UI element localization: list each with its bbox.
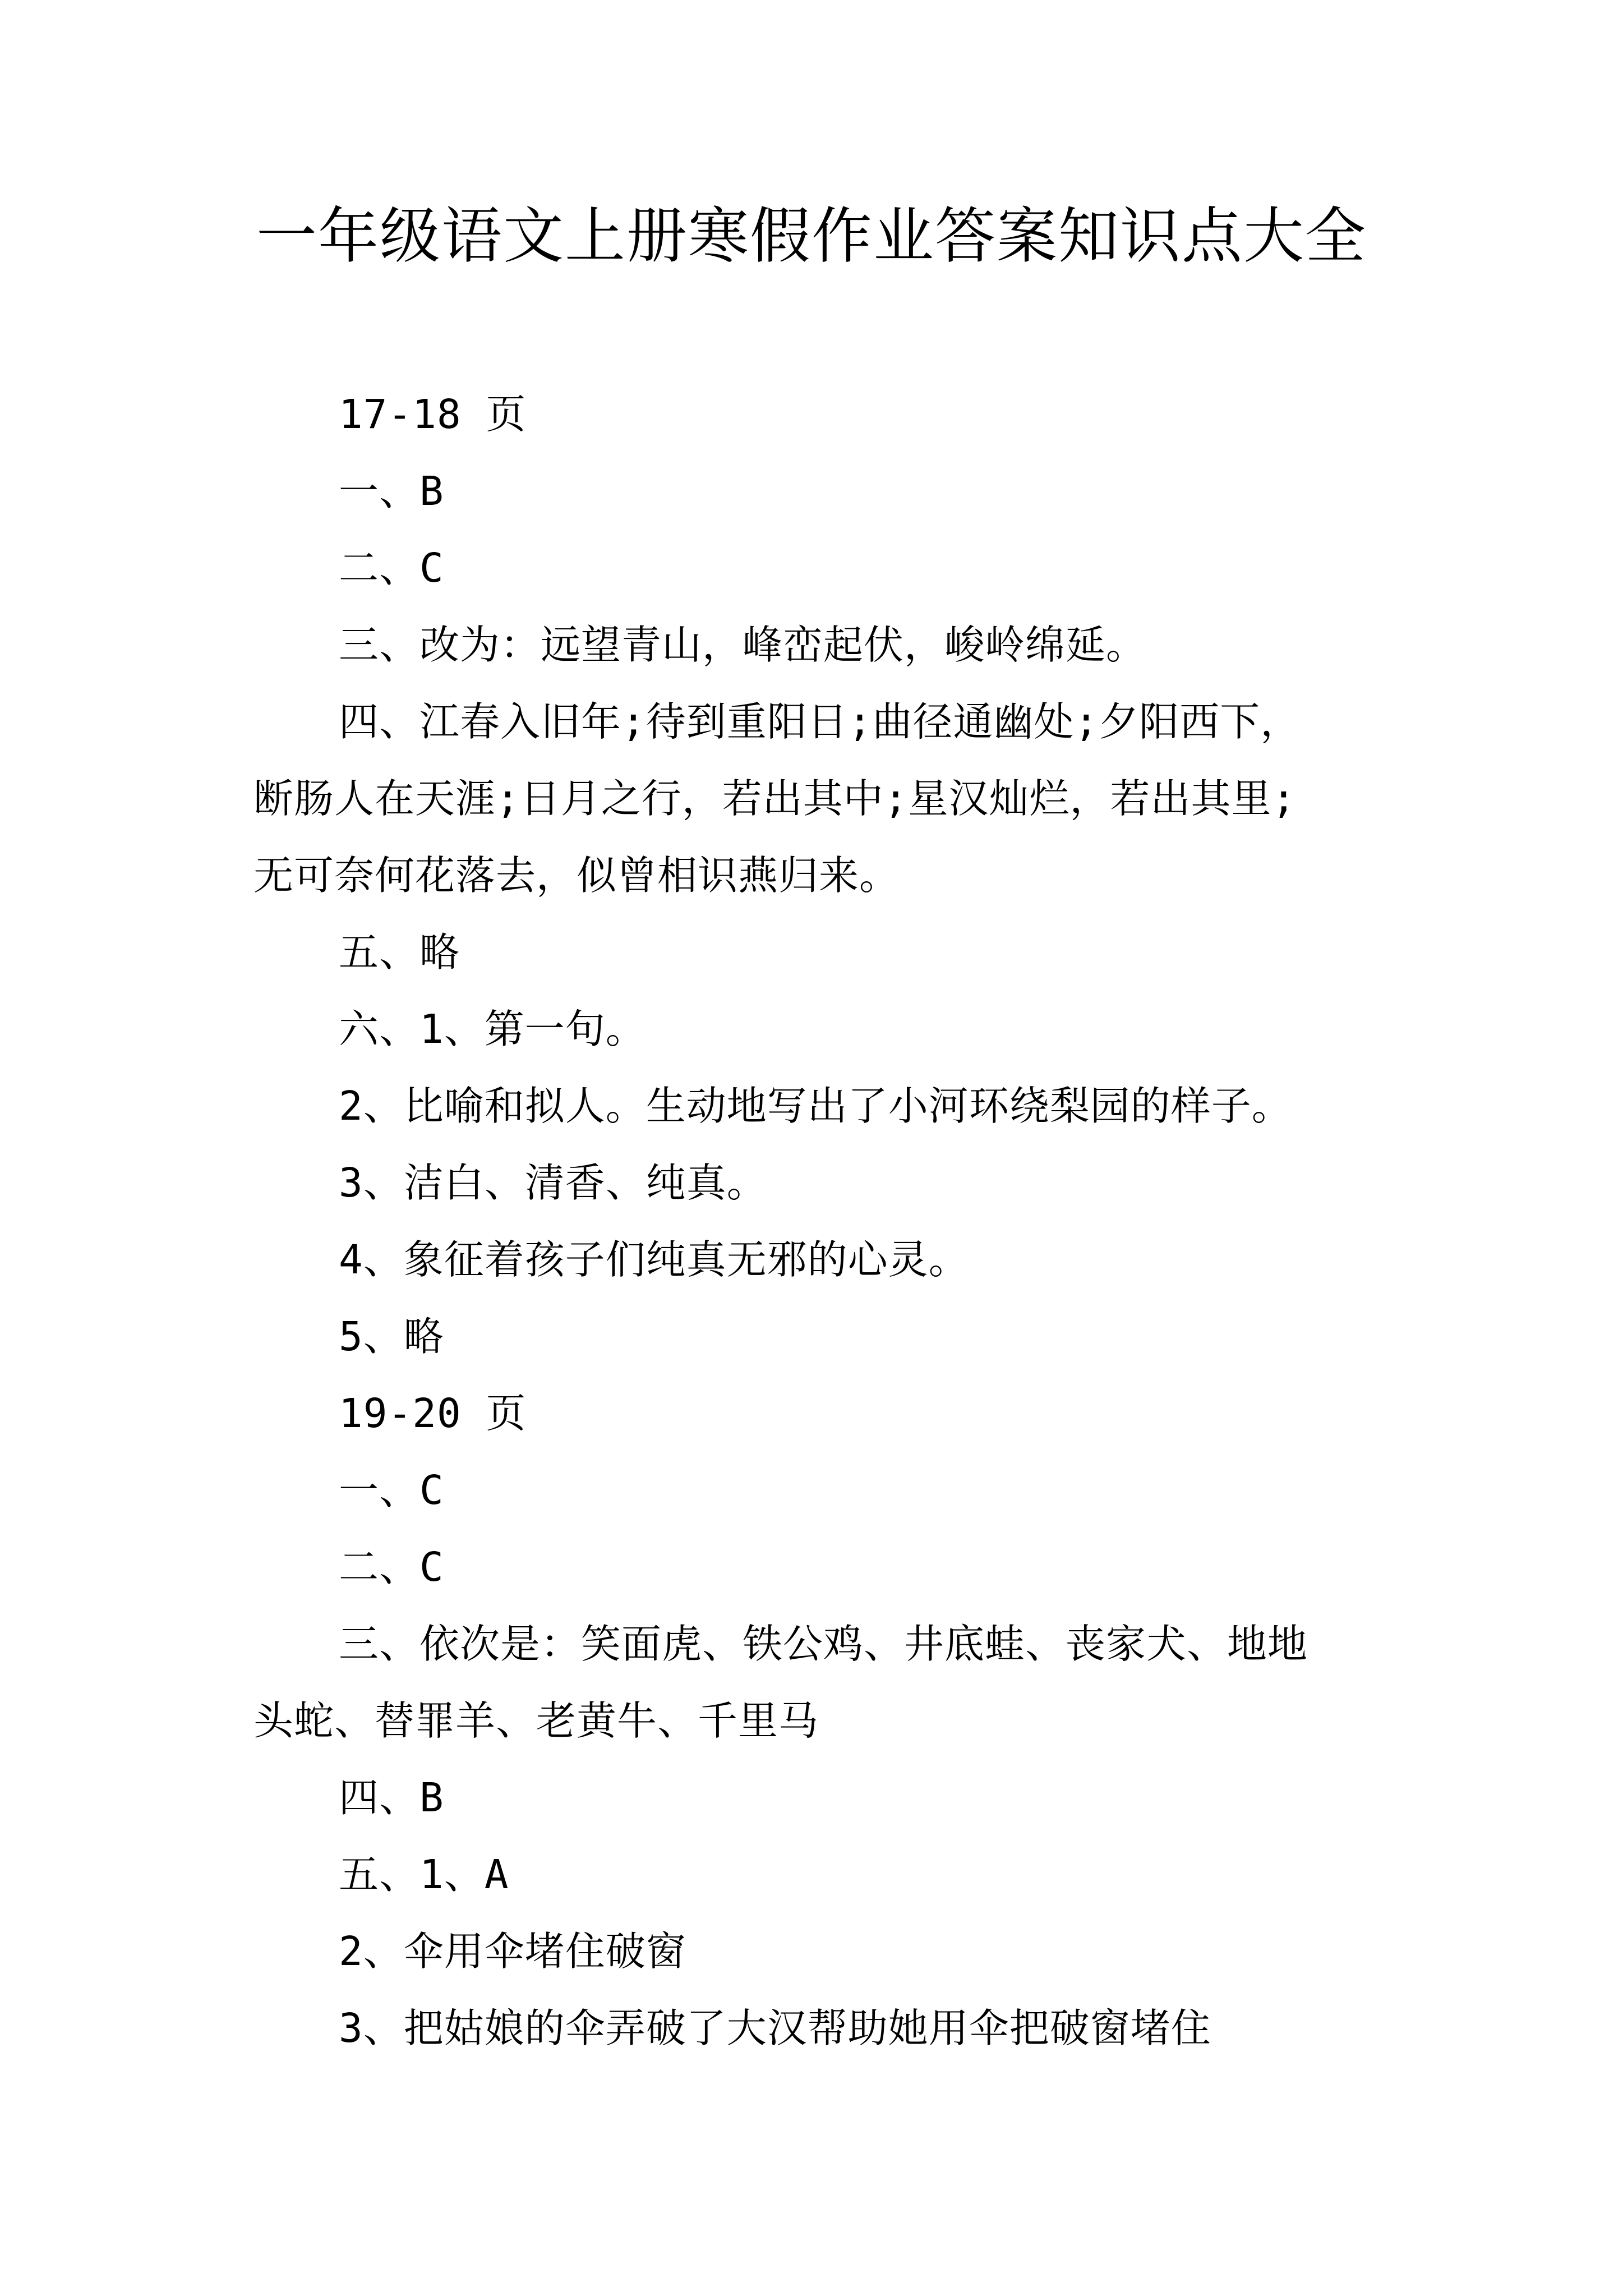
answer-line-continued: 无可奈何花落去，似曾相识燕归来。 xyxy=(253,852,900,899)
answer-line: 2、比喻和拟人。生动地写出了小河环绕梨园的样子。 xyxy=(339,1083,1292,1129)
answer-line: 三、改为：远望青山，峰峦起伏，峻岭绵延。 xyxy=(339,622,1147,668)
answer-line: 2、伞用伞堵住破窗 xyxy=(339,1928,686,1975)
answer-line: 四、B xyxy=(339,1774,444,1821)
answer-line: 三、依次是：笑面虎、铁公鸡、井底蛙、丧家犬、地地 xyxy=(339,1621,1308,1667)
answer-line: 五、1、A xyxy=(339,1851,509,1898)
document-body xyxy=(253,376,1392,2067)
answer-line: 五、略 xyxy=(339,929,460,976)
answer-line: 3、把姑娘的伞弄破了大汉帮助她用伞把破窗堵住 xyxy=(339,2005,1211,2051)
answer-line-continued: 断肠人在天涯;日月之行，若出其中;星汉灿烂，若出其里; xyxy=(253,775,1297,822)
answer-line: 17-18 页 xyxy=(339,391,527,438)
answer-line: 4、象征着孩子们纯真无邪的心灵。 xyxy=(339,1236,969,1283)
answer-line: 3、洁白、清香、纯真。 xyxy=(339,1159,767,1206)
answer-line: 四、江春入旧年;待到重阳日;曲径通幽处;夕阳西下， xyxy=(339,698,1301,745)
section-heading: 19-20 页 xyxy=(339,1390,527,1437)
answer-line: 一、B xyxy=(339,468,444,514)
answer-line: 5、略 xyxy=(339,1313,444,1360)
answer-line: 二、C xyxy=(339,1544,444,1590)
answer-line: 一、C xyxy=(339,1467,444,1513)
answer-line: 二、C xyxy=(339,545,444,591)
document-title: 一年级语文上册寒假作业答案知识点大全 xyxy=(256,201,1367,272)
answer-line-continued: 头蛇、替罪羊、老黄牛、千里马 xyxy=(253,1697,819,1744)
answer-line: 六、1、第一句。 xyxy=(339,1006,646,1052)
